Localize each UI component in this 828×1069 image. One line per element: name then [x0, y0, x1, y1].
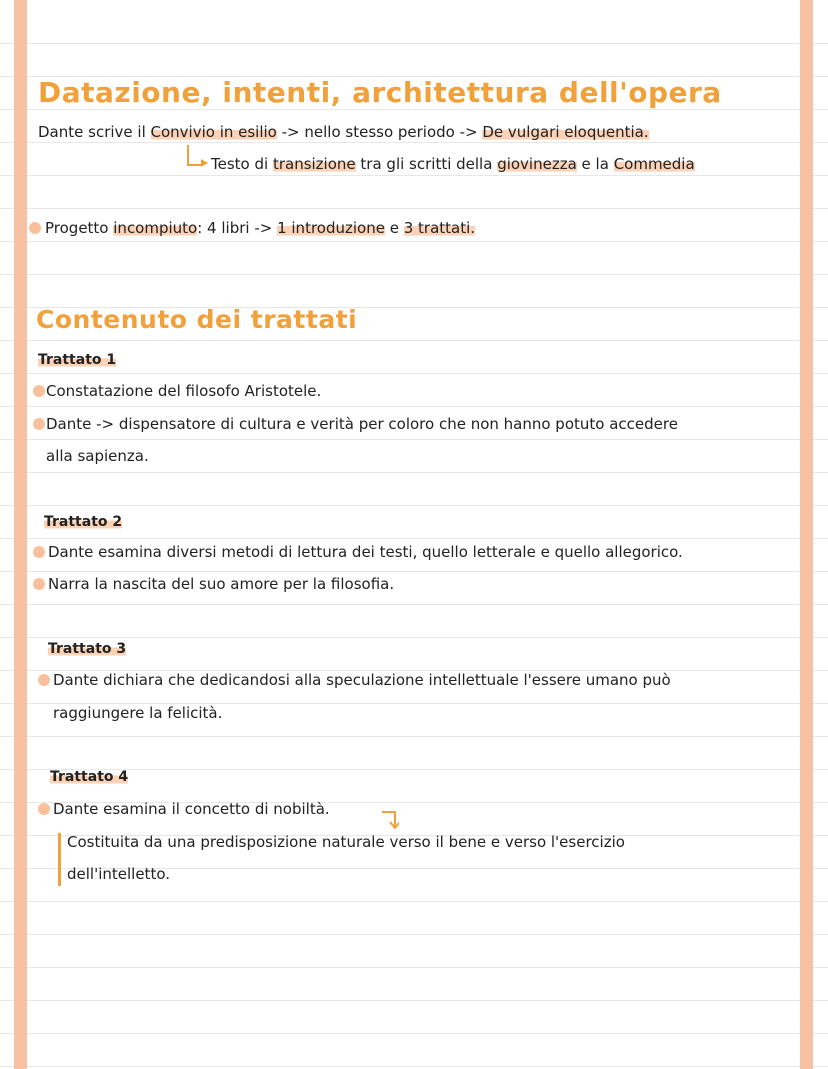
- indent-bar: [58, 833, 61, 886]
- bullet-dot: [33, 418, 45, 430]
- t3-bullet-1-line-1: Dante dichiara che dedicandosi alla speculazione intellettuale l'essere umano può: [53, 671, 671, 689]
- trattato-2-text: Trattato 2: [44, 514, 123, 530]
- section-title-datazione: Datazione, intenti, architettura dell'opera: [38, 76, 722, 109]
- intro-line-1: [38, 122, 649, 142]
- right-margin-bar: [800, 0, 813, 1069]
- t1-bullet-1: Constatazione del filosofo Aristotele.: [46, 382, 322, 400]
- bullet-dot: [38, 803, 50, 815]
- text-tra-gli-scritti: tra gli scritti della: [355, 155, 498, 173]
- bullet-dot: [33, 578, 45, 590]
- highlight-de-vulgari: De vulgari eloquentia.: [482, 123, 649, 141]
- down-arrow-icon: [381, 809, 399, 831]
- highlight-trattati: 3 trattati.: [403, 219, 476, 237]
- t4-sub-line-2: dell'intelletto.: [67, 865, 171, 883]
- t4-sub-line-1: Costituita da una predisposizione naturale verso il bene e verso l'esercizio: [67, 833, 625, 851]
- highlight-incompiuto: incompiuto: [113, 219, 198, 237]
- arrow-head-icon: [201, 159, 208, 167]
- highlight-giovinezza: giovinezza: [497, 155, 577, 173]
- t3-bullet-1-line-2: raggiungere la felicità.: [53, 704, 223, 722]
- text-progetto: Progetto: [45, 219, 114, 237]
- text-4-libri: : 4 libri ->: [197, 219, 278, 237]
- t1-bullet-2-line-1: Dante -> dispensatore di cultura e verità per coloro che non hanno potuto accedere: [46, 415, 678, 433]
- intro-line-2: [211, 154, 695, 174]
- highlight-commedia: Commedia: [613, 155, 695, 173]
- text-e: e: [384, 219, 404, 237]
- trattato-2-label: [44, 512, 122, 532]
- text-periodo: -> nello stesso periodo ->: [276, 123, 483, 141]
- trattato-3-text: Trattato 3: [48, 641, 127, 657]
- highlight-introduzione: 1 introduzione: [277, 219, 385, 237]
- highlight-transizione: transizione: [272, 155, 356, 173]
- highlight-convivio: Convivio in esilio: [150, 123, 277, 141]
- t2-bullet-1: Dante esamina diversi metodi di lettura dei testi, quello letterale e quello allegorico.: [48, 543, 683, 561]
- bullet-dot: [33, 385, 45, 397]
- t4-bullet-1: Dante esamina il concetto di nobiltà.: [53, 800, 330, 818]
- bullet-dot: [29, 222, 41, 234]
- trattato-1-label: [38, 350, 116, 370]
- trattato-1-text: Trattato 1: [38, 352, 117, 368]
- text-testo-di: Testo di: [211, 155, 273, 173]
- bullet-dot: [33, 546, 45, 558]
- t2-bullet-2: Narra la nascita del suo amore per la filosofia.: [48, 575, 395, 593]
- bullet-dot: [38, 674, 50, 686]
- text-e-la: e la: [576, 155, 614, 173]
- t1-bullet-2-line-2: alla sapienza.: [46, 447, 149, 465]
- project-line: [45, 218, 475, 238]
- text-dante-scrive: Dante scrive il: [38, 123, 151, 141]
- trattato-3-label: [48, 639, 126, 659]
- section-title-contenuto: Contenuto dei trattati: [36, 305, 358, 334]
- left-margin-bar: [14, 0, 27, 1069]
- trattato-4-text: Trattato 4: [50, 769, 129, 785]
- trattato-4-label: [50, 767, 128, 787]
